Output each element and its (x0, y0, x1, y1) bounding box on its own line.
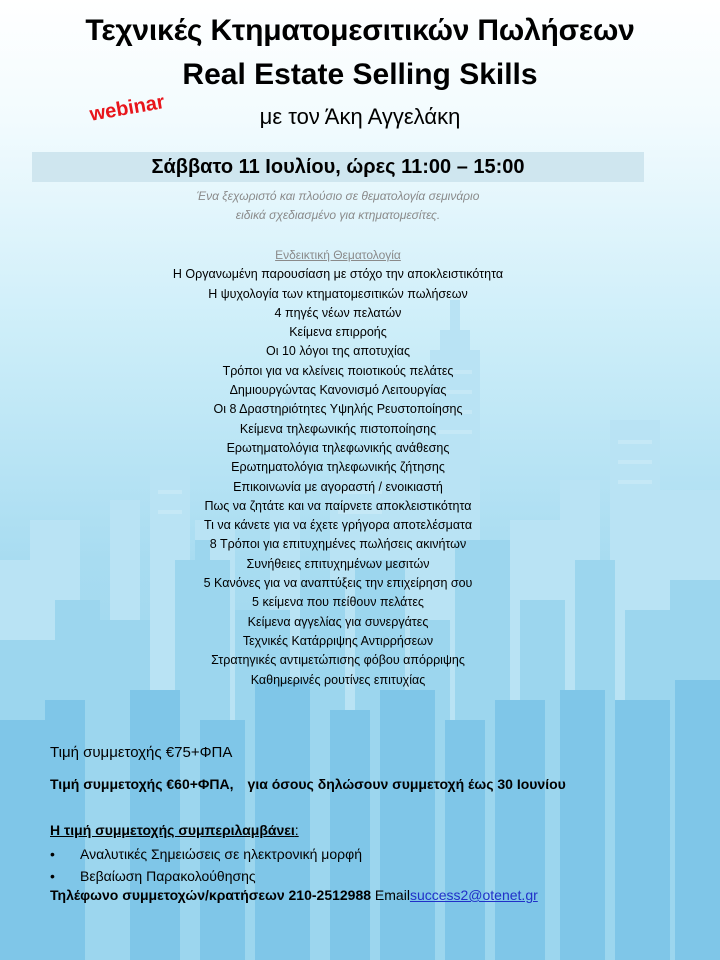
webinar-badge: webinar (88, 91, 167, 126)
topic-item: Τι να κάνετε για να έχετε γρήγορα αποτελέσματα (203, 518, 473, 533)
topic-item: Οι 8 Δραστηριότητες Υψηλής Ρευστοποίησης (213, 402, 463, 417)
topic-item: Η ψυχολογία των κτηματομεσιτικών πωλήσεων (208, 286, 468, 301)
topic-item: 5 Κανόνες για να αναπτύξεις την επιχείρηση σου (203, 576, 473, 591)
topic-item: Τρόποι για να κλείνεις ποιοτικούς πελάτες (222, 363, 454, 378)
contact-line (50, 887, 538, 903)
includes-heading (50, 822, 299, 838)
topic-item: Καθημερινές ρουτίνες επιτυχίας (250, 672, 426, 687)
includes-list-2 (50, 865, 256, 887)
date-bar: Σάββατο 11 Ιουλίου, ώρες 11:00 – 15:00 (32, 152, 644, 182)
email-label: Email (374, 887, 410, 903)
topic-item: 5 κείμενα που πείθουν πελάτες (252, 595, 424, 610)
topic-item: Οι 10 λόγοι της αποτυχίας (265, 344, 410, 359)
includes-heading-text: Η τιμή συμμετοχής συμπεριλαμβάνει (50, 822, 295, 838)
topic-item: Κείμενα αγγελίας για συνεργάτες (247, 614, 429, 629)
email-link[interactable]: success2@otenet.gr (409, 887, 538, 903)
topic-item: Ερωτηματολόγια τηλεφωνικής ζήτησης (231, 460, 445, 475)
includes-item (50, 843, 362, 865)
includes-item (50, 865, 256, 887)
early-price: Τιμή συμμετοχής €60+ΦΠΑ, (50, 776, 234, 792)
topic-item: 4 πηγές νέων πελατών (274, 305, 402, 320)
price-standard: Τιμή συμμετοχής €75+ΦΠΑ (50, 744, 233, 761)
topic-item: Επικοινωνία με αγοραστή / ενοικιαστή (233, 479, 443, 494)
topics-list (0, 246, 676, 690)
topic-item: Ερωτηματολόγια τηλεφωνικής ανάθεσης (226, 440, 450, 455)
topic-item: Συνήθειες επιτυχημένων μεσιτών (246, 556, 430, 571)
includes-item-text: Αναλυτικές Σημειώσεις σε ηλεκτρονική μορφή (80, 846, 362, 862)
intro-line: Ένα ξεχωριστό και πλούσιο σε θεματολογία σεμινάριο (196, 189, 480, 203)
topic-item: Τεχνικές Κατάρριψης Αντιρρήσεων (242, 633, 434, 648)
topic-item: Στρατηγικές αντιμετώπισης φόβου απόρριψης (211, 653, 465, 668)
intro-line: ειδικά σχεδιασμένο για κτηματομεσίτες. (235, 208, 441, 222)
topic-item: Δημιουργώντας Κανονισμό Λειτουργίας (229, 383, 447, 398)
includes-list (50, 843, 362, 865)
title-greek: Τεχνικές Κτηματομεσιτικών Πωλήσεων (85, 14, 635, 47)
topic-item: Πως να ζητάτε και να παίρνετε αποκλειστικότητα (204, 498, 472, 513)
bullet: • (50, 868, 55, 884)
presenter-line: με τον Άκη Αγγελάκη (259, 104, 461, 129)
early-condition: για όσους δηλώσουν συμμετοχή έως 30 Ιουνίου (247, 776, 566, 792)
topic-item: Η Οργανωμένη παρουσίαση με στόχο την αποκλειστικότητα (172, 267, 504, 282)
price-early-bird (50, 776, 566, 792)
intro-text (0, 187, 676, 225)
phone-label: Τηλέφωνο συμμετοχών/κρατήσεων 210-2512988 (50, 887, 372, 903)
includes-item-text: Βεβαίωση Παρακολούθησης (80, 868, 256, 884)
includes-heading-colon: : (294, 822, 299, 838)
title-english: Real Estate Selling Skills (182, 58, 538, 91)
topics-heading: Ενδεικτική Θεματολογία (275, 248, 401, 262)
topic-item: 8 Τρόποι για επιτυχημένες πωλήσεις ακινήτων (209, 537, 467, 552)
bullet: • (50, 846, 55, 862)
topic-item: Κείμενα τηλεφωνικής πιστοποίησης (239, 421, 437, 436)
topic-item: Κείμενα επιρροής (289, 325, 387, 340)
